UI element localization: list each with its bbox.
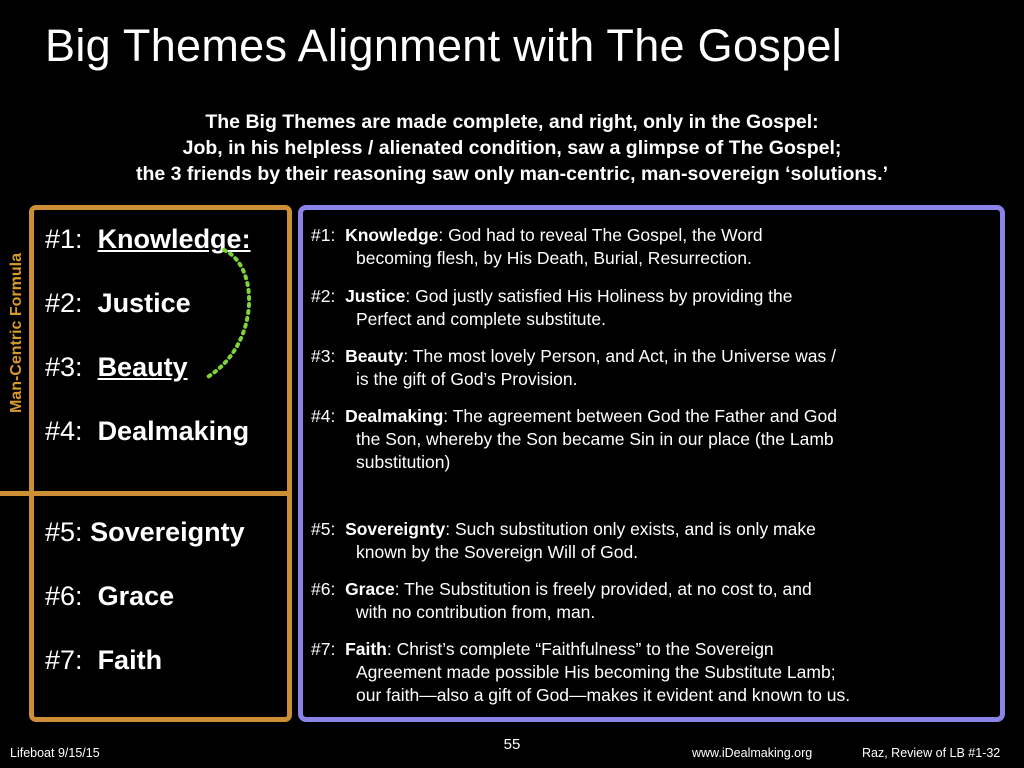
theme-suffix: : [241, 224, 251, 254]
definition-term: Beauty [345, 346, 404, 366]
definition-text: : God had to reveal The Gospel, the Word [438, 225, 763, 245]
theme-number: #5: [45, 517, 83, 547]
definition-number: #4: [311, 406, 336, 426]
definition-continuation: Agreement made possible His becoming the Substitute Lamb; [356, 662, 836, 682]
slide-subtitle [0, 109, 1024, 187]
theme-name: Faith [97, 645, 163, 675]
definition-continuation: Perfect and complete substitute. [356, 309, 606, 329]
definition-justice [311, 285, 991, 331]
definition-number: #1: [311, 225, 336, 245]
definition-number: #7: [311, 639, 336, 659]
footer-date: Lifeboat 9/15/15 [10, 746, 100, 760]
slide-title: Big Themes Alignment with The Gospel [45, 20, 843, 71]
definition-number: #5: [311, 519, 336, 539]
definition-text: : Christ’s complete “Faithfulness” to the Sovereign [386, 639, 774, 659]
theme-name: Dealmaking [97, 416, 250, 446]
man-centric-divider [0, 491, 292, 496]
theme-item-beauty [45, 350, 188, 384]
definition-text: : Such substitution only exists, and is only make [445, 519, 816, 539]
theme-number: #4: [45, 416, 83, 446]
definition-dealmaking [311, 405, 991, 474]
definition-continuation: substitution) [356, 452, 451, 472]
definition-term: Grace [345, 579, 395, 599]
theme-name: Grace [97, 581, 175, 611]
theme-name: Sovereignty [90, 517, 245, 547]
definition-term: Faith [345, 639, 387, 659]
definition-continuation: our faith—also a gift of God—makes it evident and known to us. [356, 685, 851, 705]
definition-continuation: known by the Sovereign Will of God. [356, 542, 639, 562]
definition-term: Justice [345, 286, 406, 306]
man-centric-formula-label: Man-Centric Formula [8, 253, 25, 414]
theme-number: #2: [45, 288, 83, 318]
dotted-arc-connector [200, 236, 270, 386]
theme-item-sovereignty [45, 515, 245, 549]
definition-sovereignty [311, 518, 991, 564]
definition-faith [311, 638, 991, 707]
definition-beauty [311, 345, 991, 391]
page-number: 55 [503, 736, 521, 753]
theme-name: Justice [97, 288, 191, 318]
definition-text: : The agreement between God the Father and God [443, 406, 837, 426]
footer-website: www.iDealmaking.org [692, 746, 813, 760]
subtitle-line: Job, in his helpless / alienated condition, saw a glimpse of The Gospel; [182, 137, 842, 159]
subtitle-line: the 3 friends by their reasoning saw only man-centric, man-sovereign ‘solutions.’ [135, 163, 888, 185]
theme-number: #1: [45, 224, 83, 254]
definition-continuation: is the gift of God’s Provision. [356, 369, 578, 389]
footer-reference: Raz, Review of LB #1-32 [862, 746, 1001, 760]
definition-continuation: the Son, whereby the Son became Sin in our place (the Lamb [356, 429, 834, 449]
definition-number: #6: [311, 579, 336, 599]
definition-number: #3: [311, 346, 336, 366]
theme-item-justice [45, 286, 191, 320]
definition-continuation: becoming flesh, by His Death, Burial, Resurrection. [356, 248, 752, 268]
theme-number: #7: [45, 645, 83, 675]
definition-term: Knowledge [345, 225, 439, 245]
definition-knowledge [311, 224, 991, 270]
theme-item-grace [45, 579, 174, 613]
theme-number: #3: [45, 352, 83, 382]
theme-number: #6: [45, 581, 83, 611]
theme-item-dealmaking [45, 414, 249, 448]
definition-text: : God justly satisfied His Holiness by providing the [405, 286, 793, 306]
subtitle-line: The Big Themes are made complete, and right, only in the Gospel: [205, 111, 819, 133]
theme-item-faith [45, 643, 162, 677]
definition-grace [311, 578, 991, 624]
definition-number: #2: [311, 286, 336, 306]
definition-text: : The Substitution is freely provided, at no cost to, and [394, 579, 812, 599]
theme-name: Beauty [97, 352, 188, 382]
definition-term: Sovereignty [345, 519, 446, 539]
definition-text: : The most lovely Person, and Act, in the Universe was / [403, 346, 836, 366]
definition-term: Dealmaking [345, 406, 444, 426]
definition-continuation: with no contribution from, man. [356, 602, 596, 622]
theme-name: Knowledge [97, 224, 242, 254]
